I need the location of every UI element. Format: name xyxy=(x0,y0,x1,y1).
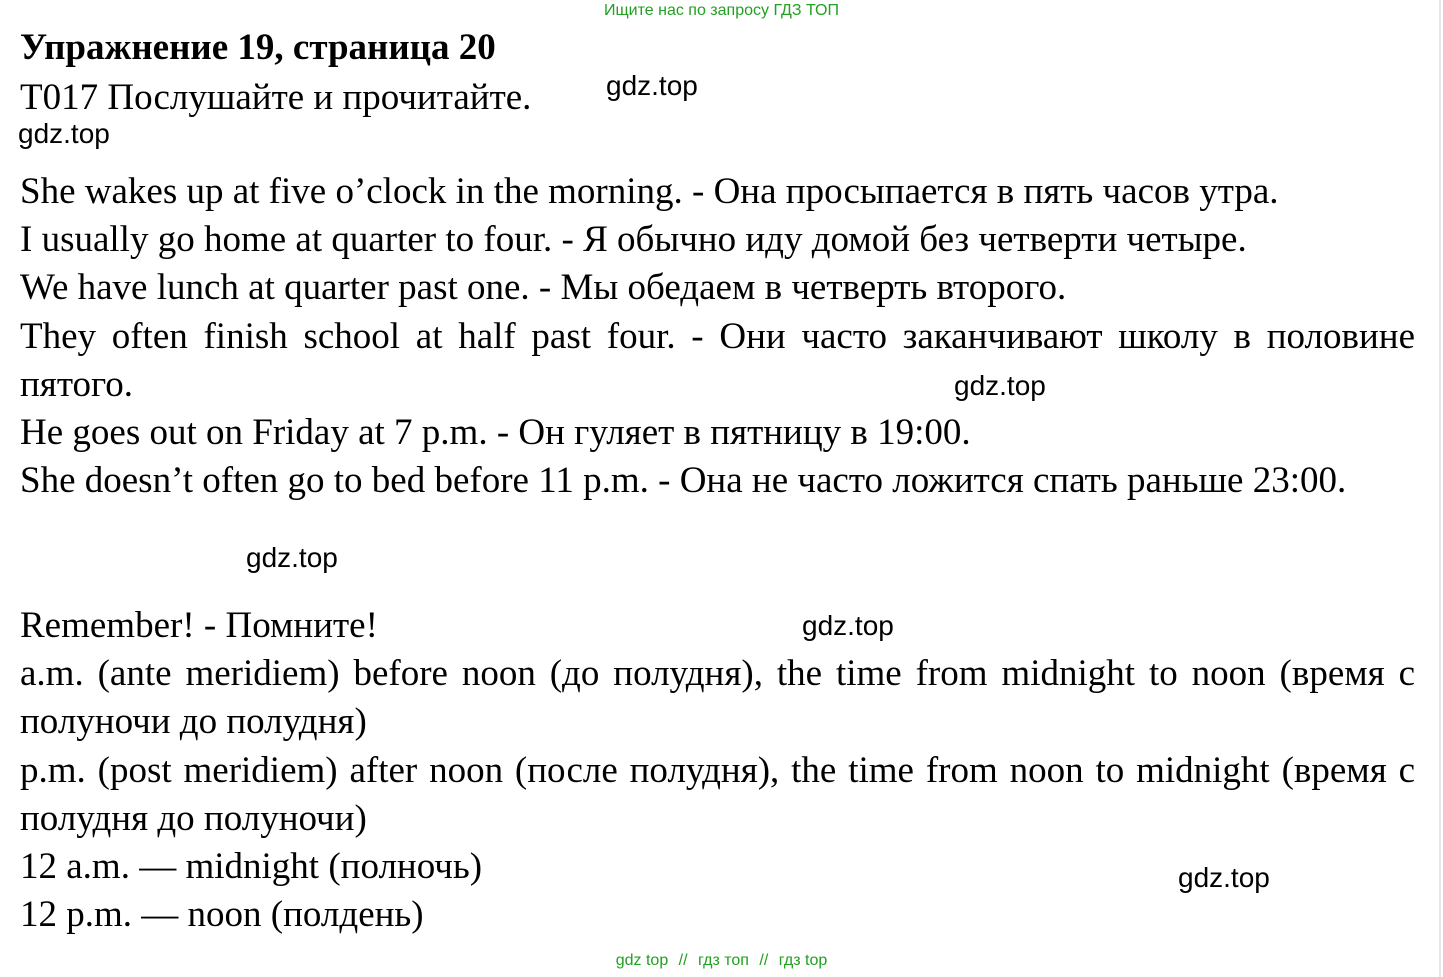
watermark: gdz.top xyxy=(954,370,1046,401)
remember-line-am: a.m. (ante meridiem) before noon (до полудня), the time from midnight to noon (время с полуночи до полудня) xyxy=(20,653,1415,743)
sentence-4: They often finish school at half past four. - Они часто заканчивают школу в половине пятого. xyxy=(20,315,1415,405)
footer-links xyxy=(0,952,1443,970)
footer-link-gdz-top[interactable]: gdz top xyxy=(615,952,669,969)
watermark: gdz.top xyxy=(606,70,698,101)
watermark: gdz.top xyxy=(18,118,110,149)
page-edge-divider xyxy=(1439,0,1441,977)
sentence-list xyxy=(20,168,1415,505)
sentence-1: She wakes up at five o’clock in the morning. - Она просыпается в пять часов утра. xyxy=(20,171,1279,212)
remember-heading: Remember! - Помните! xyxy=(20,605,378,646)
watermark: gdz.top xyxy=(802,610,894,641)
sentence-2: I usually go home at quarter to four. - Я обычно иду домой без четверти четыре. xyxy=(20,219,1247,261)
exercise-instruction: T017 Послушайте и прочитайте. xyxy=(20,77,532,118)
page-title: Упражнение 19, страница 20 xyxy=(20,27,496,68)
watermark: gdz.top xyxy=(246,542,338,573)
footer-separator: // xyxy=(759,952,769,969)
footer-separator: // xyxy=(678,952,688,969)
remember-line-pm: p.m. (post meridiem) after noon (после полудня), the time from noon to midnight (время с полудня до полуночи) xyxy=(20,749,1415,839)
footer-link-gdz-top-ru[interactable]: гдз топ xyxy=(698,952,749,969)
sentence-5: He goes out on Friday at 7 p.m. - Он гуляет в пятницу в 19:00. xyxy=(20,412,971,454)
remember-line-midnight: 12 a.m. — midnight (полночь) xyxy=(20,846,483,888)
sentence-6: She doesn’t often go to bed before 11 p.m. - Она не часто ложится спать раньше 23:00. xyxy=(20,460,1347,502)
remember-line-noon: 12 p.m. — noon (полдень) xyxy=(20,894,424,936)
sentence-3: We have lunch at quarter past one. - Мы обедаем в четверть второго. xyxy=(20,267,1067,309)
top-banner: Ищите нас по запросу ГДЗ ТОП xyxy=(604,2,839,19)
footer-link-gdz-top-mixed[interactable]: гдз top xyxy=(778,952,828,969)
watermark: gdz.top xyxy=(1178,862,1270,893)
